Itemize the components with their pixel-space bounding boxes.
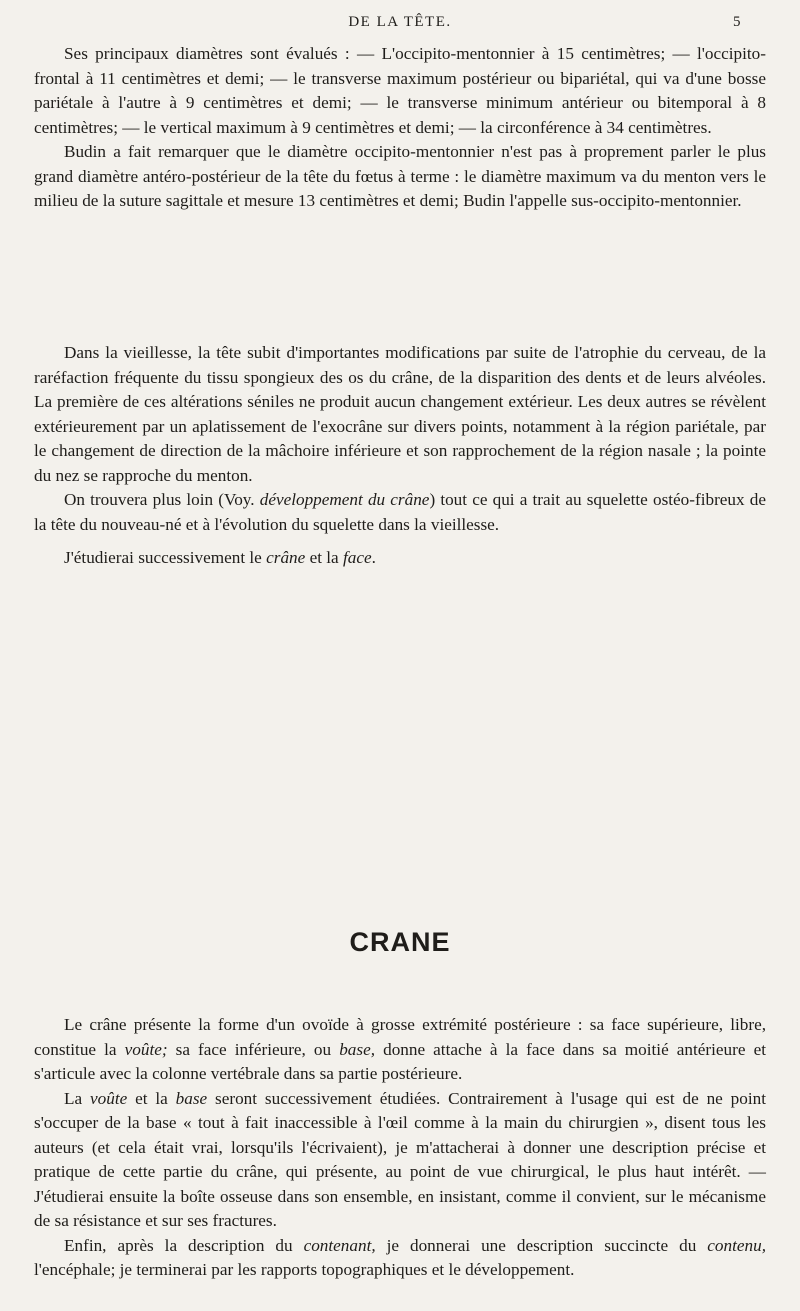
italic-ref-development: développement du crâne — [259, 490, 430, 509]
paragraph-contenant: Enfin, après la description du contenant, je donnerai une description succincte du contenu, l'encéphale; je terminerai par les rapports topographiques et le développement. — [34, 1235, 766, 1279]
text-block-head-diameters — [34, 42, 766, 214]
italic-base-2: base — [175, 1088, 208, 1108]
italic-contenu: contenu, — [707, 1235, 766, 1255]
italic-voute-2: voûte — [90, 1088, 128, 1108]
italic-crane: crâne — [266, 548, 306, 567]
italic-face: face — [342, 548, 372, 567]
text-block-old-age — [34, 341, 766, 571]
page-number: 5 — [733, 14, 742, 30]
italic-voute: voûte; — [124, 1039, 168, 1059]
paragraph-crane-shape: Le crâne présente la forme d'un ovoïde à grosse extrémité postérieure : sa face supérieure, libre, constitue la voûte; sa face inférieure, ou base, donne attache à la face dans sa moitié antérieure et s'articule avec la colonne vertébrale dans sa partie postérieure. — [34, 1015, 766, 1083]
paragraph-budin: Budin a fait remarquer que le diamètre occipito-mentonnier n'est pas à proprement parler le plus grand diamètre antéro-postérieur de la tête du fœtus à terme : le diamètre maximum va du menton vers le milieu de la suture sagittale et mesure 13 centimètres et demi; Budin l'appelle sus-occipito-mentonnier. — [34, 142, 766, 210]
paragraph-diameters: Ses principaux diamètres sont évalués : — L'occipito-mentonnier à 15 centimètres; — l'occipito-frontal à 11 centimètres et demi; — le transverse maximum postérieur ou bipariétal, qui va d'une bosse pariétale à l'autre à 9 centimètres et demi; — le transverse minimum antérieur ou bitemporal à 8 centimètres; — le vertical maximum à 9 centimètres et demi; — la circonférence à 34 centimètres. — [34, 44, 766, 137]
paragraph-plan: J'étudierai successivement le crâne et la face. — [64, 548, 376, 567]
paragraph-see-development: On trouvera plus loin (Voy. développement du crâne) tout ce qui a trait au squelette ostéo-fibreux de la tête du nouveau-né et à l'évolution du squelette dans la vieillesse. — [34, 490, 766, 534]
running-head-title: DE LA TÊTE. — [348, 14, 452, 30]
section-heading: CRANE — [349, 927, 451, 957]
italic-contenant: contenant, — [303, 1235, 376, 1255]
paragraph-old-age: Dans la vieillesse, la tête subit d'importantes modifications par suite de l'atrophie du cerveau, de la raréfaction fréquente du tissu spongieux des os du crâne, de la disparition des dents et de leurs alvéoles. La première de ces altérations séniles ne produit aucun changement extérieur. Les deux autres se révèlent extérieurement par un aplatissement de l'exocrâne sur divers points, notamment à la région pariétale, par le changement de direction de la mâchoire inférieure et son rapprochement de la région nasale ; la pointe du nez se rapproche du menton. — [34, 343, 766, 485]
italic-base: base, — [339, 1039, 376, 1059]
paragraph-voute-base: La voûte et la base seront successivement étudiées. Contrairement à l'usage qui est de ne point s'occuper de la base « tout à fait inaccessible à l'œil comme à la main du chirurgien », disent tous les auteurs (et cela était vrai, lorsqu'ils l'écrivaient), je m'attacherai à donner une description précise et pratique de cette partie du crâne, qui présente, au point de vue chirurgical, le plus haut intérêt. — J'étudierai ensuite la boîte osseuse dans son ensemble, en insistant, comme il convient, sur le mécanisme de sa résistance et sur ses fractures. — [34, 1088, 766, 1230]
text-block-crane — [34, 1013, 766, 1283]
running-head — [0, 14, 800, 38]
